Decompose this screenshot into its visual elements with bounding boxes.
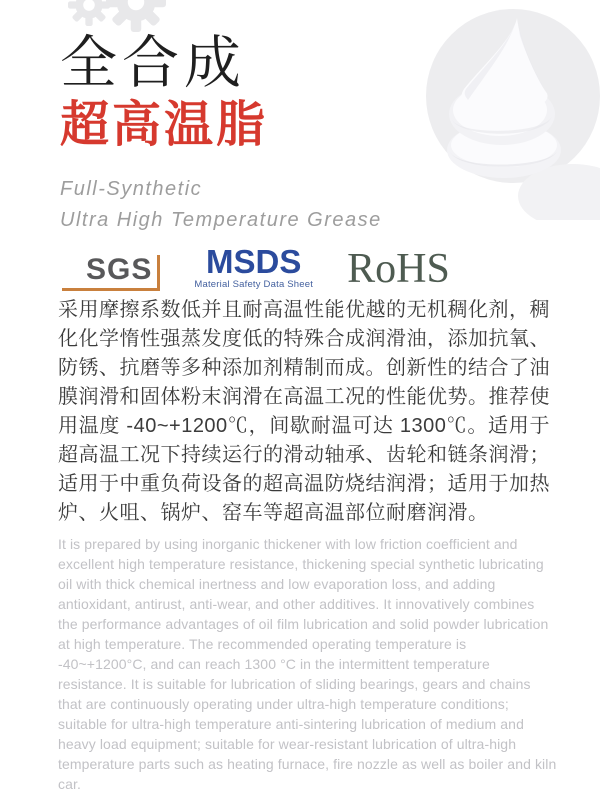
product-photo-grease-swirl — [400, 0, 600, 220]
description-chinese: 采用摩擦系数低并且耐高温性能优越的无机稠化剂，稠化化学惰性强蒸发度低的特殊合成润滑油，添加抗氧、防锈、抗磨等多种添加剂精制而成。创新性的结合了油膜润滑和固体粉末润滑在高温工况的性能优势。推荐使用温度 -40~+1200℃，间歇耐温可达 1300℃。适用于超高温工况下持续运行的滑动轴承、齿轮和链条润滑；适用于中重负荷设备的超高温防烧结润滑；适用于加热炉、火咀、锅炉、窑车等超高温部位耐磨润滑。 — [58, 299, 550, 524]
gear-icon — [106, 0, 166, 32]
msds-label: MSDS — [206, 243, 302, 280]
header — [60, 30, 382, 236]
rohs-label: RoHS — [347, 246, 450, 292]
msds-logo — [194, 243, 314, 291]
description-english: It is prepared by using inorganic thickener with low friction coefficient and excellent high temperature resistance, thickening special synthetic lubricating oil with thick chemical inertness and low evaporation loss, and adding antioxidant, antirust, anti-wear, and other additives. It innovatively combines the performance advantages of oil film lubrication and solid powder lubrication at high temperature. The recommended operating temperature is -40~+1200°C, and can reach 1300 °C in the intermittent temperature resistance. It is suitable for lubrication of sliding bearings, gears and chains that are continuously operating under ultra-high temperature conditions; suitable for ultra-high temperature anti-sintering lubrication of medium and heavy load equipment; suitable for wear-resistant lubrication of ultra-high temperature parts such as heating furnace, fire nozzle as well as boiler and kiln car. — [58, 536, 557, 792]
page-title-cn: 全合成 — [60, 31, 246, 95]
gear-decoration — [64, 0, 184, 30]
msds-sublabel: Material Safety Data Sheet — [194, 279, 314, 290]
rohs-logo — [347, 246, 450, 292]
certification-logos — [62, 241, 450, 291]
sgs-label: SGS — [86, 253, 153, 286]
gear-icon — [68, 0, 110, 26]
page-title-cn-accent: 超高温脂 — [60, 98, 269, 152]
subtitle-line2: Ultra High Temperature Grease — [60, 209, 382, 231]
page-subtitle-en — [60, 174, 382, 236]
subtitle-line1: Full-Synthetic — [60, 178, 203, 200]
sgs-logo — [62, 255, 160, 291]
